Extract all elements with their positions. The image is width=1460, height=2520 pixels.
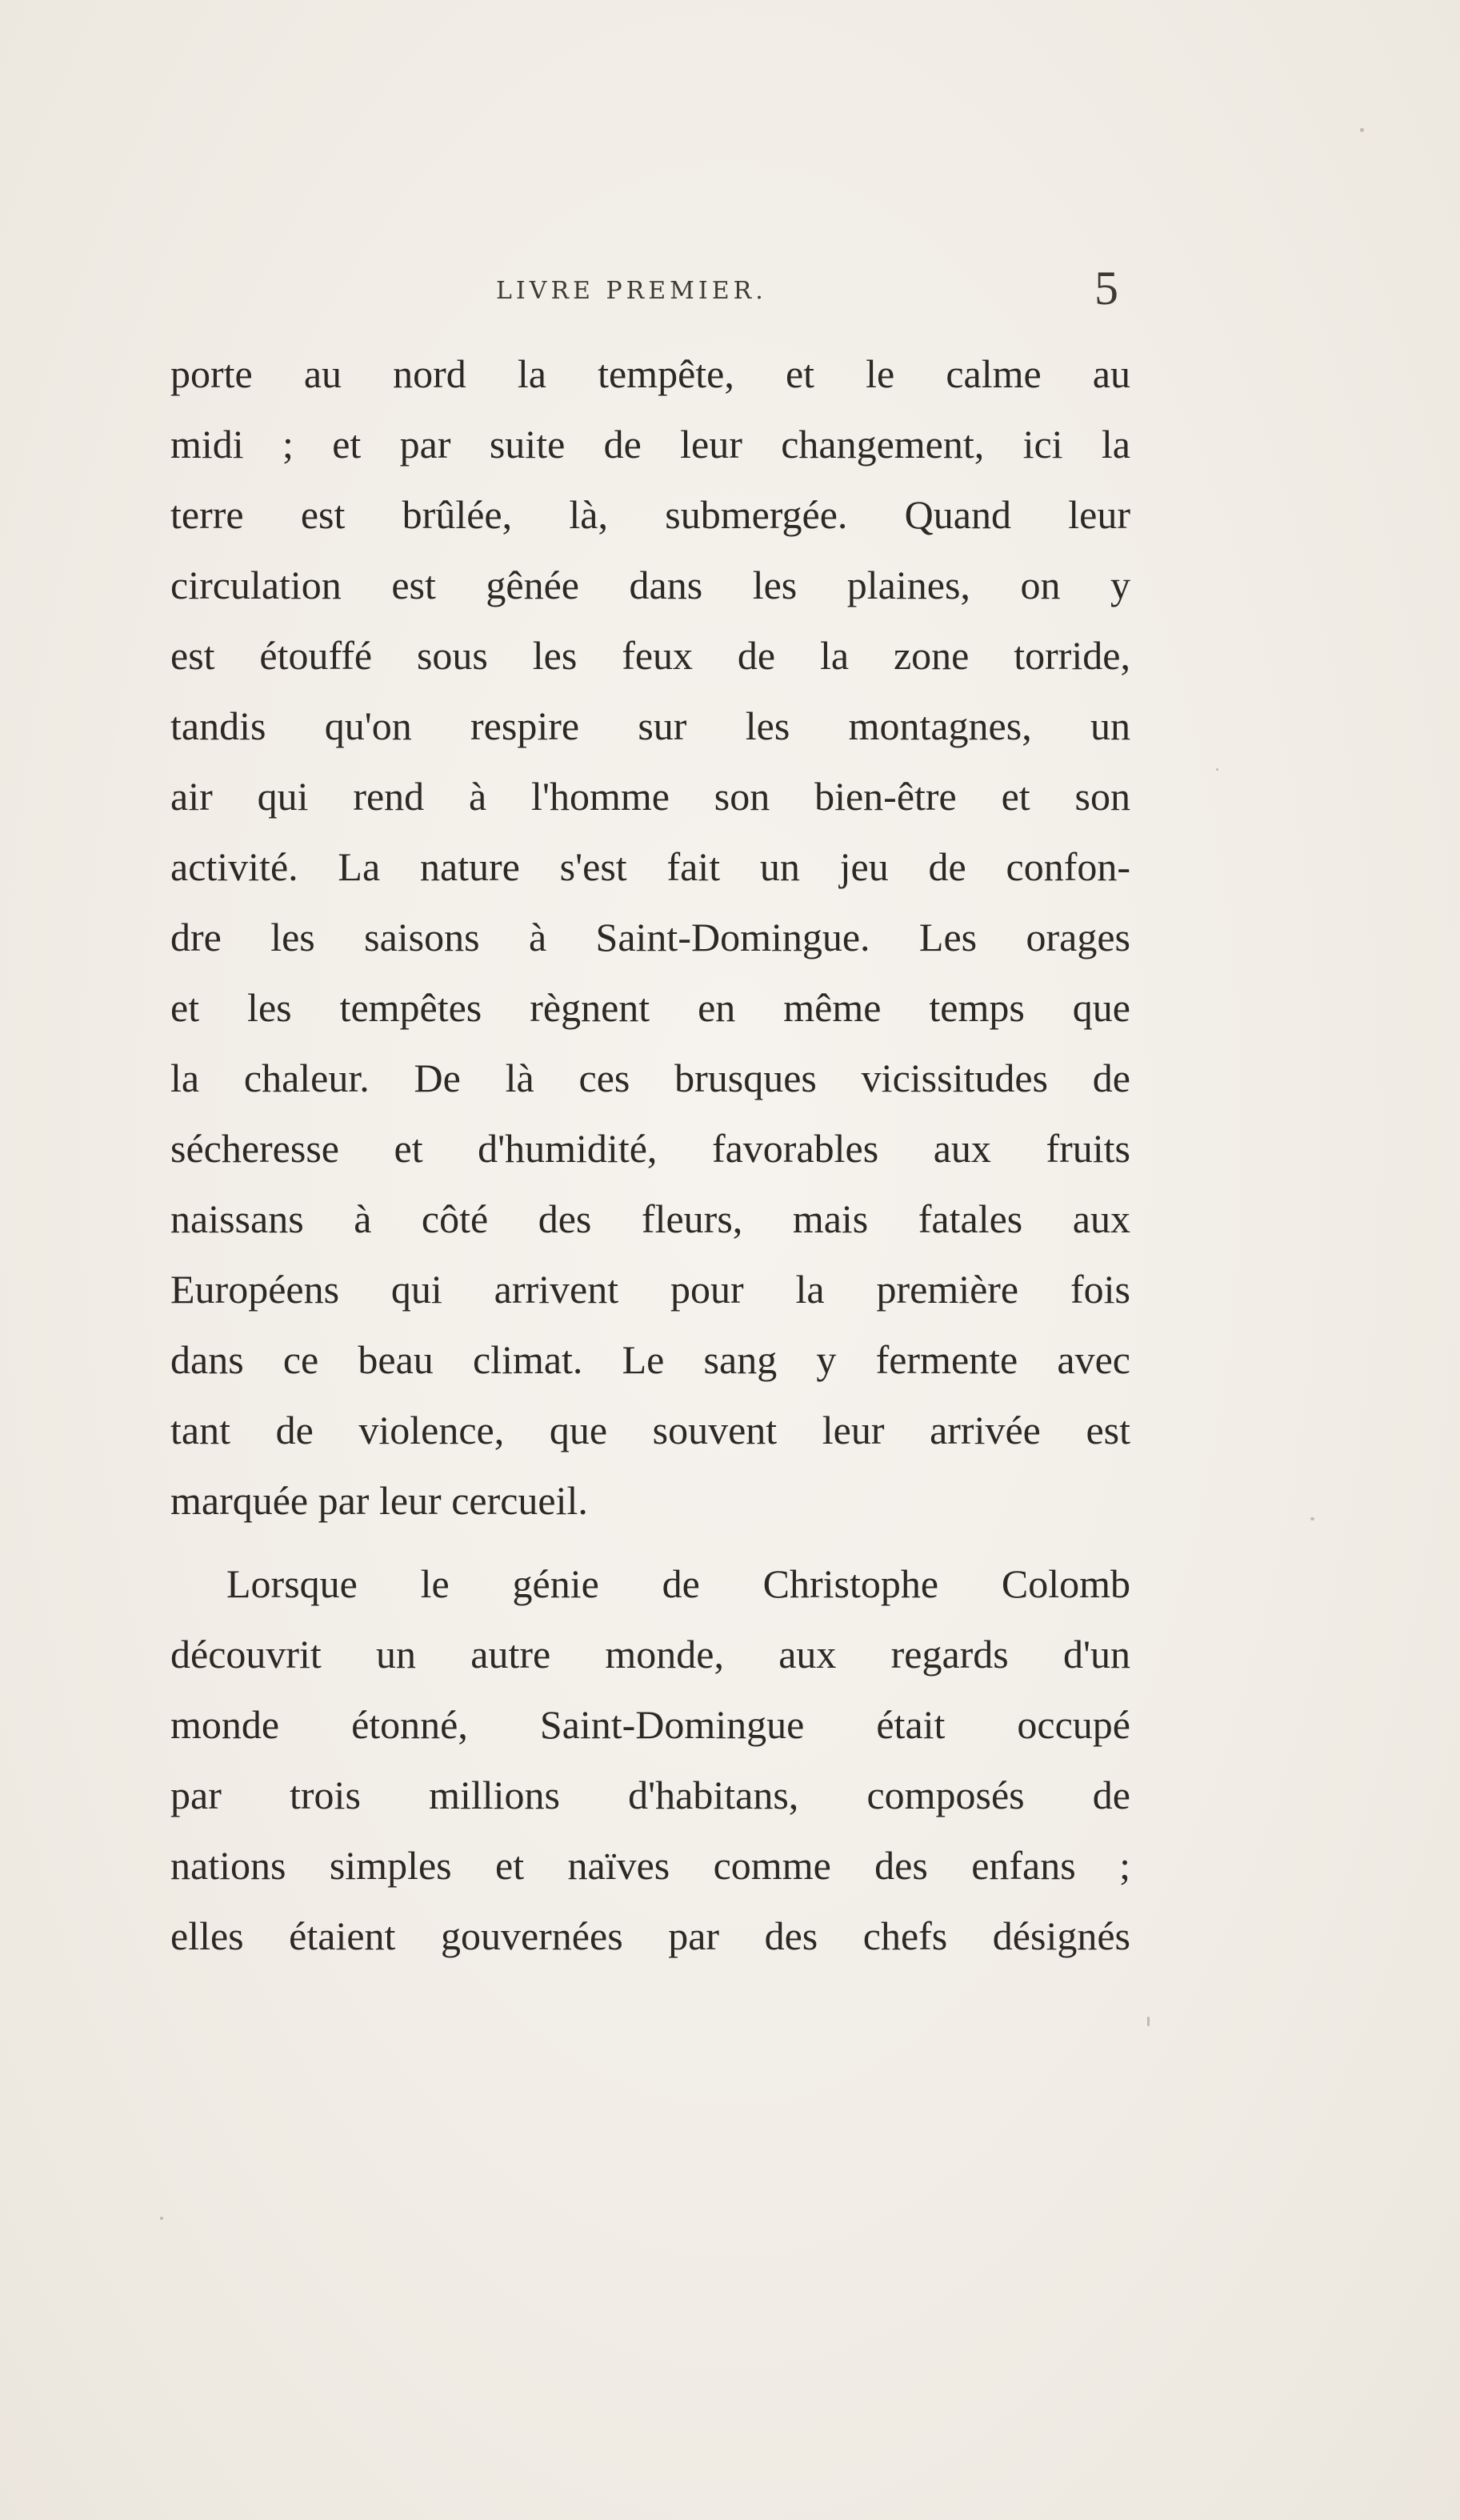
- paragraph: [170, 339, 1130, 1536]
- text-line: dre les saisons à Saint-Domingue. Les orages: [170, 915, 1130, 960]
- text-line: et les tempêtes règnent en même temps que: [170, 985, 1130, 1030]
- text-line: tandis qu'on respire sur les montagnes, un: [170, 703, 1130, 748]
- text-line: la chaleur. De là ces brusques vicissitudes de: [170, 1056, 1130, 1100]
- text-line: elles étaient gouvernées par des chefs désignés: [170, 1913, 1130, 1958]
- text-line: par trois millions d'habitans, composés de: [170, 1773, 1130, 1817]
- body-text: [170, 339, 1130, 1971]
- running-title: LIVRE PREMIER.: [496, 277, 767, 305]
- text-line: découvrit un autre monde, aux regards d'un: [170, 1632, 1130, 1677]
- text-line: dans ce beau climat. Le sang y fermente avec: [170, 1337, 1130, 1382]
- text-line: terre est brûlée, là, submergée. Quand leur: [170, 492, 1130, 537]
- text-line: est étouffé sous les feux de la zone torride,: [170, 633, 1130, 678]
- paper-speck: [1216, 768, 1218, 771]
- paragraph: [170, 1548, 1130, 1971]
- text-line: marquée par leur cercueil.: [170, 1478, 588, 1523]
- text-line: air qui rend à l'homme son bien-être et son: [170, 774, 1130, 819]
- running-head: [0, 262, 1460, 314]
- text-line: Lorsque le génie de Christophe Colomb: [226, 1561, 1130, 1606]
- text-line: monde étonné, Saint-Domingue était occupé: [170, 1702, 1130, 1747]
- text-line: tant de violence, que souvent leur arrivée est: [170, 1408, 1130, 1452]
- text-line: naissans à côté des fleurs, mais fatales aux: [170, 1196, 1130, 1241]
- page-number: 5: [1094, 262, 1118, 314]
- text-line: midi ; et par suite de leur changement, ici la: [170, 422, 1130, 467]
- text-line: nations simples et naïves comme des enfans ;: [170, 1843, 1130, 1888]
- text-line: sécheresse et d'humidité, favorables aux fruits: [170, 1126, 1130, 1171]
- paper-speck: [1310, 1517, 1314, 1520]
- text-line: circulation est gênée dans les plaines, on y: [170, 563, 1130, 607]
- paper-speck: [1147, 2017, 1150, 2026]
- text-line: Européens qui arrivent pour la première fois: [170, 1267, 1130, 1312]
- paper-speck: [160, 2217, 163, 2220]
- text-line: activité. La nature s'est fait un jeu de confon-: [170, 844, 1130, 889]
- text-line: porte au nord la tempête, et le calme au: [170, 351, 1130, 396]
- paper-speck: [1360, 128, 1364, 132]
